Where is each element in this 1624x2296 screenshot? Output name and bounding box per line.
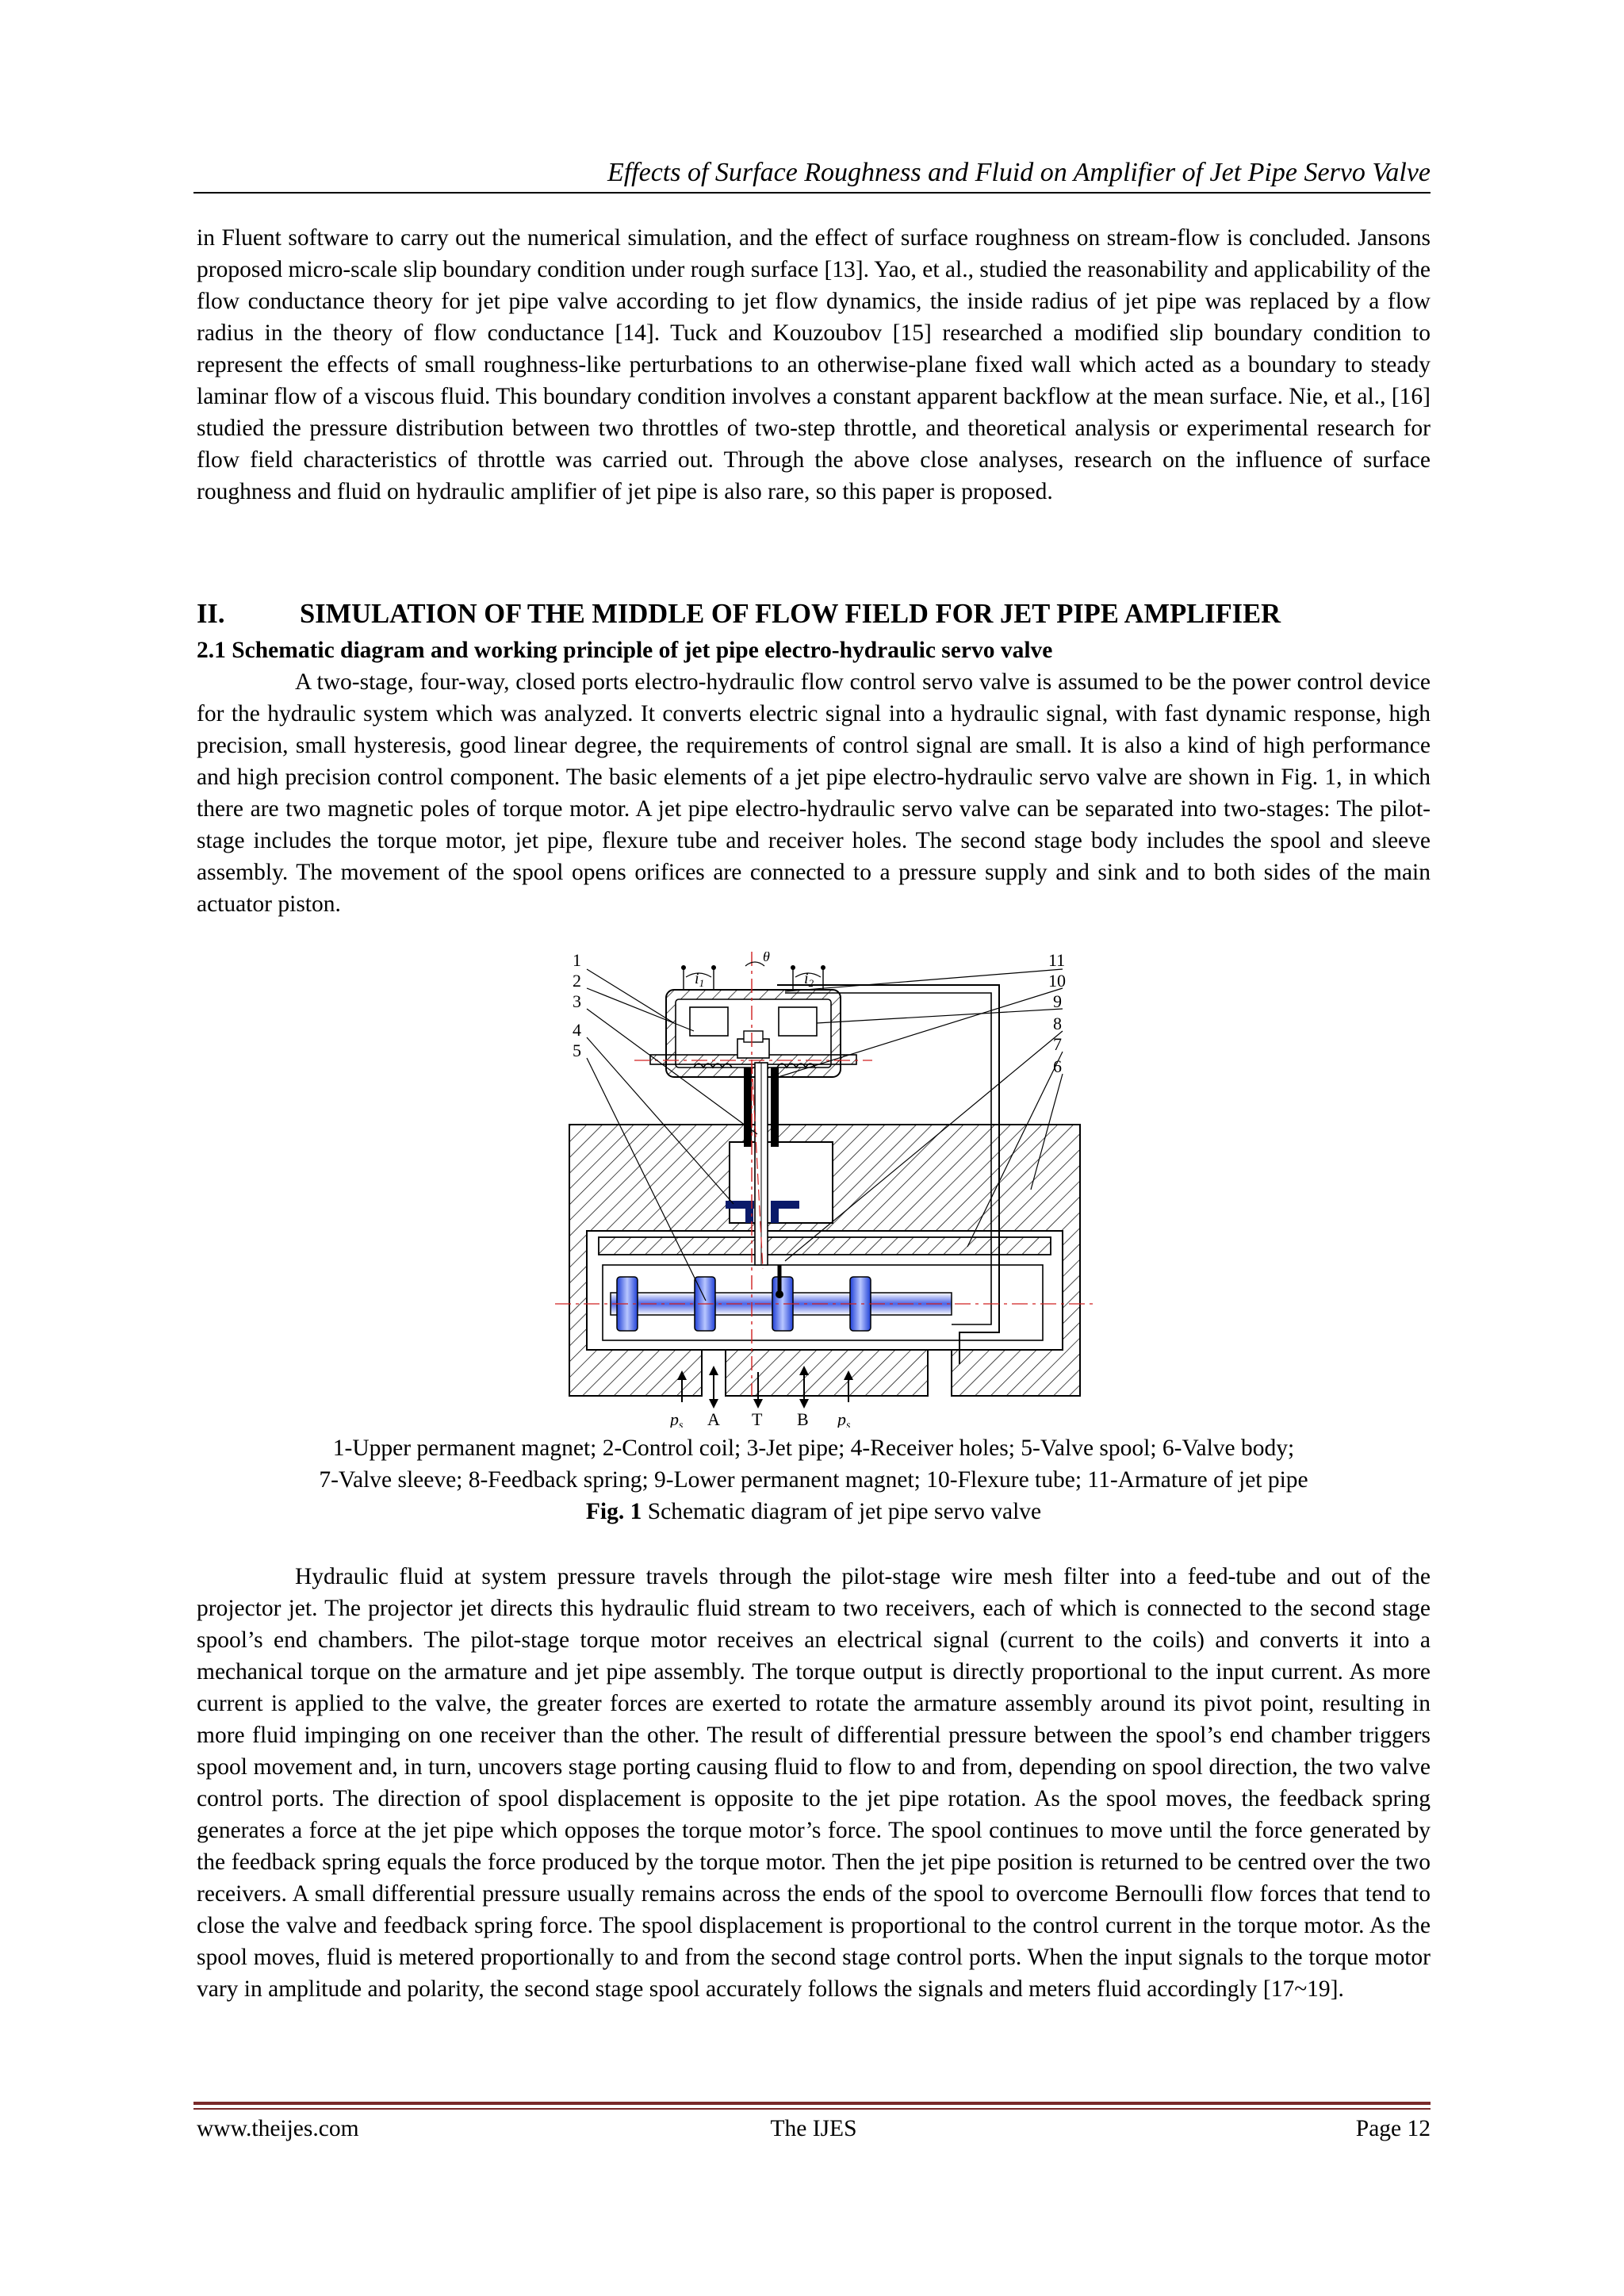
figure-legend-line-1: 1-Upper permanent magnet; 2-Control coil; 3-Jet pipe; 4-Receiver holes; 5-Valve spool; 6-Valve body; xyxy=(332,1435,1295,1461)
section-heading xyxy=(197,596,1431,631)
port-ps-left: ps xyxy=(670,1409,684,1428)
subsection-heading: 2.1 Schematic diagram and working principle of jet pipe electro-hydraulic servo valve xyxy=(197,638,1053,663)
running-title: Effects of Surface Roughness and Fluid on Amplifier of Jet Pipe Servo Valve xyxy=(607,158,1431,187)
label-10: 10 xyxy=(1048,971,1066,991)
port-t: T xyxy=(752,1409,763,1428)
label-1: 1 xyxy=(573,952,581,970)
label-3: 3 xyxy=(573,991,581,1011)
torque-motor xyxy=(650,990,856,1077)
footer-page-number: Page 12 xyxy=(1355,2116,1431,2141)
section-title: SIMULATION OF THE MIDDLE OF FLOW FIELD FOR JET PIPE AMPLIFIER xyxy=(300,599,1281,629)
footer-website: www.theijes.com xyxy=(197,2116,359,2141)
figure-legend-line-2: 7-Valve sleeve; 8-Feedback spring; 9-Lower permanent magnet; 10-Flexure tube; 11-Armature of jet pipe xyxy=(319,1467,1308,1493)
current-i2-label: $i_2$ xyxy=(804,970,814,989)
label-8: 8 xyxy=(1053,1014,1062,1033)
label-9: 9 xyxy=(1053,991,1062,1011)
footer-rule-thin xyxy=(193,2108,1431,2110)
port-a: A xyxy=(707,1409,720,1428)
footer-rule-thick xyxy=(193,2102,1431,2105)
figure-caption-label: Fig. 1 xyxy=(585,1499,642,1524)
figure-1-schematic xyxy=(555,952,1094,1428)
paragraph-working-principle: Hydraulic fluid at system pressure travels through the pilot-stage wire mesh filter into a feed-tube and out of the projector jet. The projector jet directs this hydraulic fluid stream to two receivers, each of which is connected to the second stage spool’s end chambers. The pilot-stage torque motor receives an electrical signal (current to the coils) and converts it into a mechanical torque on the armature and jet pipe assembly. The torque output is directly proportional to the input current. As more current is applied to the valve, the greater forces are exerted to rotate the armature assembly around its pivot point, resulting in more fluid impinging on one receiver than the other. The result of differential pressure between the spool’s end chamber triggers spool movement and, in turn, uncovers stage porting causing fluid to flow to and from, depending on spool direction, the two valve control ports. The direction of spool displacement is opposite to the jet pipe rotation. As the spool moves, the feedback spring generates a force at the jet pipe which opposes the torque motor’s force. The spool continues to move until the force generated by the feedback spring equals the force produced by the torque motor. Then the jet pipe position is returned to be centred over the two receivers. A small differential pressure usually remains across the ends of the spool to overcome Bernoulli flow forces that tend to close the valve and feedback spring force. The spool displacement is proportional to the control current in the torque motor. As the spool moves, fluid is metered proportionally to and from the second stage control ports. When the input signals to the torque motor vary in amplitude and polarity, the second stage spool accurately follows the signals and meters fluid accordingly [17~19]. xyxy=(197,1564,1431,2002)
label-7: 7 xyxy=(1053,1034,1062,1054)
port-ps-right: ps xyxy=(837,1409,851,1428)
figure-caption-text: Schematic diagram of jet pipe servo valve xyxy=(642,1499,1042,1524)
label-5: 5 xyxy=(573,1041,581,1060)
label-4: 4 xyxy=(573,1020,581,1040)
label-11: 11 xyxy=(1048,952,1066,970)
intro-paragraph: in Fluent software to carry out the numerical simulation, and the effect of surface roughness on stream-flow is concluded. Jansons proposed micro-scale slip boundary condition under rough surface [13]. Yao, et al., studied the reasonability and applicability of the flow conductance theory for jet pipe valve according to jet flow dynamics, the inside radius of jet pipe was replaced by a flow radius in the theory of flow conductance [14]. Tuck and Kouzoubov [15] researched a modified slip boundary condition to represent the effects of small roughness-like perturbations to an otherwise-plane fixed wall which acted as a boundary to steady laminar flow of a viscous fluid. This boundary condition involves a constant apparent backflow at the mean surface. Nie, et al., [16] studied the pressure distribution between two throttles of two-step throttle, and theoretical analysis or experimental research for flow field characteristics of throttle was carried out. Through the above close analyses, research on the influence of surface roughness and fluid on hydraulic amplifier of jet pipe is also rare, so this paper is proposed. xyxy=(197,225,1431,504)
figure-caption xyxy=(197,1496,1431,1527)
valve-body xyxy=(569,1125,1080,1396)
schematic-diagram xyxy=(555,952,1094,1428)
header-rule xyxy=(193,192,1431,194)
label-6: 6 xyxy=(1053,1056,1062,1076)
label-2: 2 xyxy=(573,971,581,991)
current-i1-label: $i_1$ xyxy=(695,970,705,989)
footer-journal: The IJES xyxy=(770,2116,857,2141)
theta-label: θ xyxy=(763,952,770,964)
section-number: II. xyxy=(197,599,225,629)
port-b: B xyxy=(797,1409,809,1428)
paragraph-valve-description: A two-stage, four-way, closed ports electro-hydraulic flow control servo valve is assumed to be the power control device for the hydraulic system which was analyzed. It converts electric signal into a hydraulic signal, with fast dynamic response, high precision, small hysteresis, good linear degree, the requirements of control signal are small. It is also a kind of high performance and high precision control component. The basic elements of a jet pipe electro-hydraulic servo valve are shown in Fig. 1, in which there are two magnetic poles of torque motor. A jet pipe electro-hydraulic servo valve can be separated into two-stages: The pilot-stage includes the torque motor, jet pipe, flexure tube and receiver holes. The second stage body includes the spool and sleeve assembly. The movement of the spool opens orifices are connected to a pressure supply and sink and to both sides of the main actuator piston. xyxy=(197,669,1431,917)
